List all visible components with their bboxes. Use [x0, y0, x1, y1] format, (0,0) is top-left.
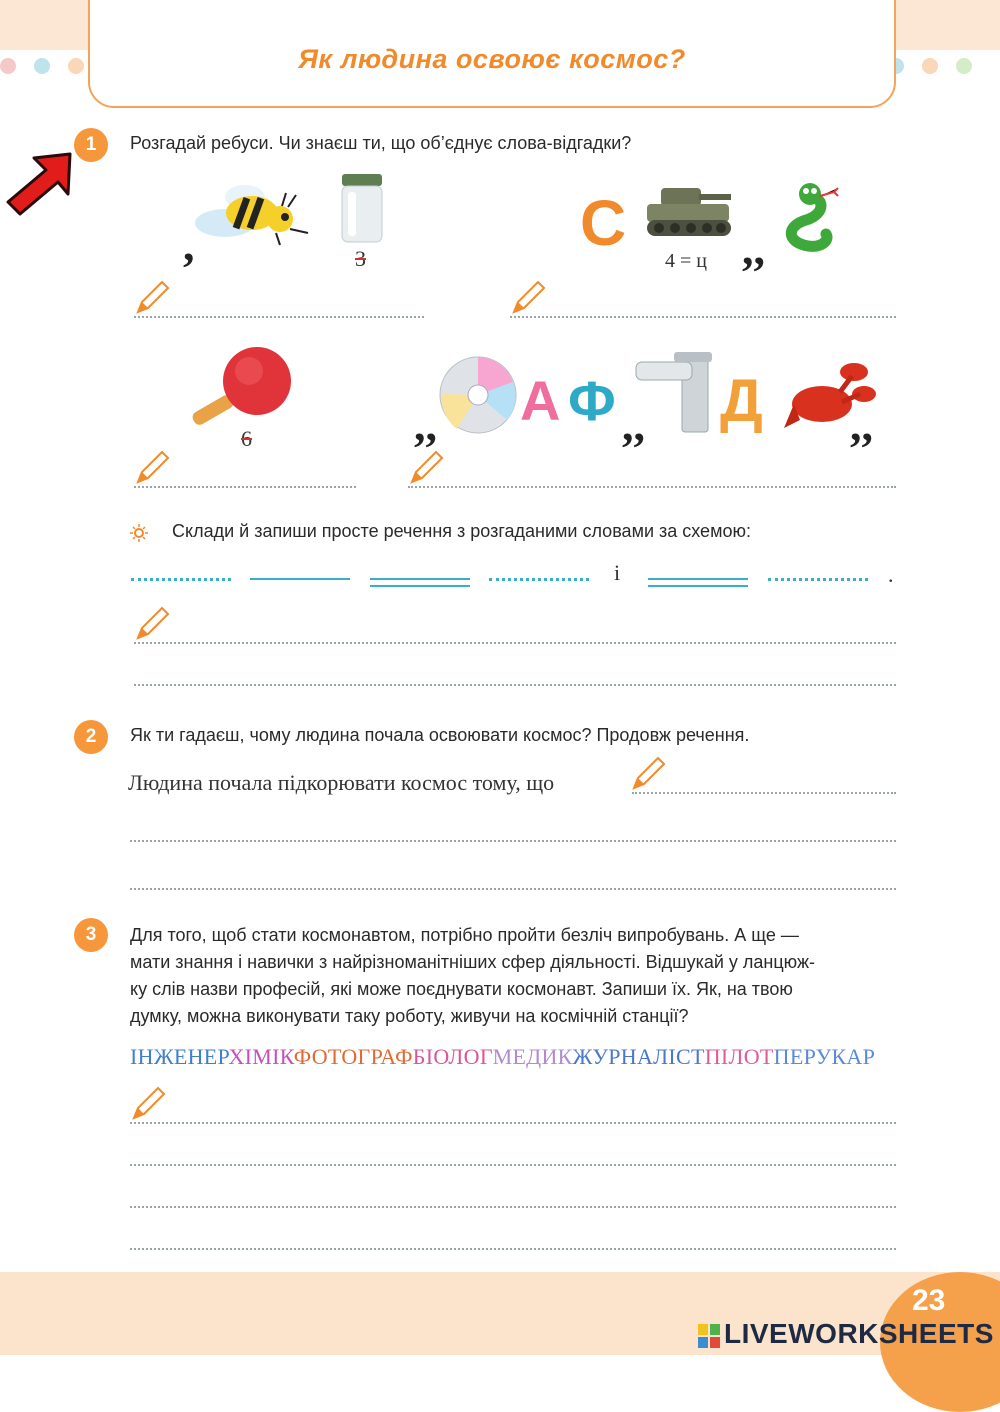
- scheme-object-1b: [370, 585, 470, 587]
- rebus4-letter-d: Д: [720, 367, 763, 434]
- task3-line-1: Для того, щоб стати космонавтом, потрібно пройти безліч випробувань. А ще —: [130, 925, 799, 945]
- chain-word: МЕДИК: [492, 1044, 573, 1069]
- rebus4-commas-3: ,,: [850, 399, 873, 450]
- answer-line-sentence-1[interactable]: [134, 642, 896, 644]
- chain-word: ІНЖЕНЕР: [130, 1044, 229, 1069]
- scheme-conjunction: і: [614, 560, 621, 585]
- task3-text: [130, 922, 815, 1030]
- scheme-attribute-2: [768, 578, 868, 581]
- pointer-arrow-icon: [2, 148, 82, 218]
- task2-text: Як ти гадаєш, чому людина почала освоювати космос? Продовж речення.: [130, 725, 750, 745]
- task-number-2: 2: [74, 720, 108, 754]
- answer-line-rebus1[interactable]: [134, 316, 424, 318]
- profession-chain: [130, 1044, 875, 1070]
- scheme-period: .: [888, 562, 894, 587]
- tank-icon: [643, 170, 738, 245]
- answer-line-rebus4[interactable]: [408, 486, 896, 488]
- snake-icon: [776, 180, 846, 262]
- chain-word: БІОЛОГ: [412, 1044, 493, 1069]
- answer-line-task3-1[interactable]: [130, 1122, 896, 1124]
- scheme-instruction: Склади й запиши просте речення з розгаданими словами за схемою:: [172, 521, 751, 541]
- pencil-icon: [508, 278, 548, 318]
- task-number-3: 3: [74, 918, 108, 952]
- answer-line-task2-1[interactable]: [632, 792, 896, 794]
- rebus3-number: 6: [241, 426, 252, 451]
- decorative-dots-left: [0, 58, 84, 74]
- answer-line-rebus2[interactable]: [510, 316, 896, 318]
- pencil-icon: [132, 604, 172, 644]
- rebus4-commas-1: ,,: [414, 399, 437, 450]
- task1-text: Розгадай ребуси. Чи знаєш ти, що об’єднує слова-відгадки?: [130, 133, 632, 153]
- rebus2-hint: 4 = ц: [665, 250, 707, 272]
- task3-line-2: мати знання і навички з найрізноманітніших сфер діяльності. Відшукай у ланцюж-: [130, 952, 816, 972]
- page-title: Як людина освоює космос?: [298, 44, 686, 74]
- answer-line-task3-3[interactable]: [130, 1206, 896, 1208]
- task2-sentence: Людина почала підкорювати космос тому, що: [128, 770, 555, 795]
- scheme-attribute: [489, 578, 589, 581]
- scheme-subject: [131, 578, 231, 581]
- brand-name[interactable]: LIVEWORKSHEETS: [724, 1318, 994, 1349]
- page-number: 23: [912, 1284, 946, 1317]
- answer-line-task3-4[interactable]: [130, 1248, 896, 1250]
- chain-word: ХІМІК: [228, 1044, 294, 1069]
- pencil-icon: [128, 1084, 168, 1124]
- rebus1-comma: ,: [183, 219, 195, 270]
- title-box: [88, 0, 896, 108]
- scheme-object-2a: [648, 578, 748, 580]
- rebus4-letter-f: Ф: [568, 369, 616, 432]
- chain-word: ЖУРНАЛІСТ: [572, 1044, 705, 1069]
- pencil-icon: [132, 448, 172, 488]
- rebus2-commas: ,,: [742, 223, 765, 274]
- racket-icon: [185, 345, 300, 435]
- scheme-object-2b: [648, 585, 748, 587]
- chain-word: ПІЛОТ: [704, 1044, 774, 1069]
- answer-line-task3-2[interactable]: [130, 1164, 896, 1166]
- decorative-dots-right: [888, 58, 972, 74]
- pencil-icon: [406, 448, 446, 488]
- star-icon: [130, 524, 148, 542]
- scheme-predicate: [250, 578, 350, 580]
- scheme-object-1a: [370, 578, 470, 580]
- disc-icon: [437, 354, 519, 436]
- pencil-icon: [628, 754, 668, 794]
- answer-line-task2-3[interactable]: [130, 888, 896, 890]
- rebus4-letter-a: А: [520, 369, 561, 432]
- faucet-icon: [630, 352, 715, 434]
- rebus4-commas-2: ,,: [622, 399, 645, 450]
- rebus1-number: 3: [355, 246, 366, 271]
- jar-icon: [338, 172, 386, 244]
- liveworksheets-logo-icon: [698, 1324, 720, 1348]
- task3-line-4: думку, можна виконувати таку роботу, живучи на космічній станції?: [130, 1006, 689, 1026]
- task3-line-3: ку слів назви професій, які може поєднувати космонавт. Запиши їх. Як, на твою: [130, 979, 793, 999]
- rebus2-letter: С: [580, 187, 627, 259]
- answer-line-task2-2[interactable]: [130, 840, 896, 842]
- answer-line-rebus3[interactable]: [134, 486, 356, 488]
- answer-line-sentence-2[interactable]: [134, 684, 896, 686]
- pencil-icon: [132, 278, 172, 318]
- task-number-1: 1: [74, 128, 108, 162]
- chain-word: ФОТОГРАФ: [293, 1044, 413, 1069]
- bee-icon: [190, 175, 315, 250]
- chain-word: ПЕРУКАР: [773, 1044, 876, 1069]
